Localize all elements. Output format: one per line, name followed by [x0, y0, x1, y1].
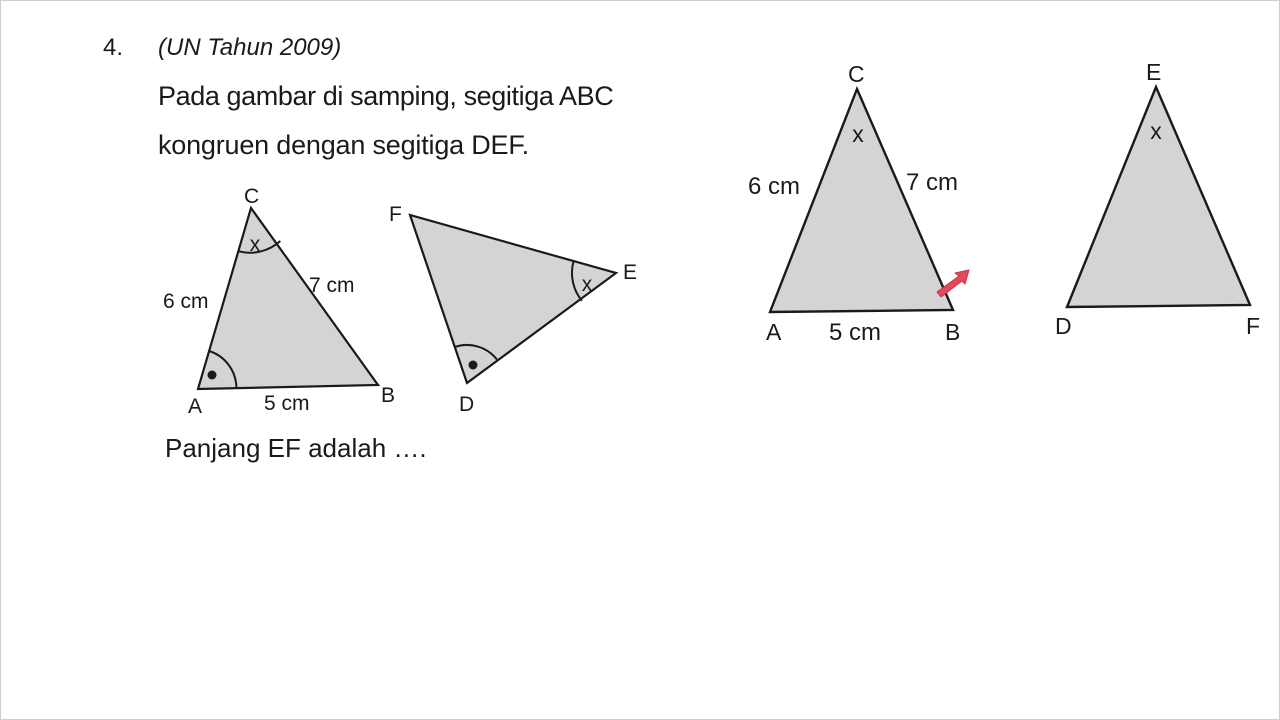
large-angle-c-label: x [852, 121, 864, 147]
question-text-line-1: Pada gambar di samping, segitiga ABC [158, 81, 614, 111]
large-vertex-e: E [1146, 59, 1162, 85]
large-angle-e-label: x [1150, 118, 1162, 144]
large-vertex-b: B [945, 319, 961, 345]
question-text-line-2: kongruen dengan segitiga DEF. [158, 130, 529, 160]
large-vertex-f: F [1246, 313, 1261, 339]
small-vertex-c: C [244, 185, 260, 208]
large-side-ab-label: 5 cm [829, 319, 882, 346]
large-triangle-abc [748, 61, 969, 346]
large-vertex-c: C [848, 61, 865, 87]
question-source: (UN Tahun 2009) [158, 34, 342, 61]
small-triangle-def [389, 203, 637, 416]
small-side-bc-label: 7 cm [309, 274, 355, 297]
small-angle-c-label: x [249, 233, 261, 256]
small-vertex-d: D [459, 393, 475, 416]
small-vertex-b: B [381, 384, 396, 407]
large-vertex-d: D [1055, 313, 1072, 339]
small-vertex-a: A [188, 395, 203, 418]
small-angle-e-label: x [581, 273, 593, 296]
small-vertex-e: E [623, 261, 638, 284]
large-vertex-a: A [766, 319, 782, 345]
small-side-ab-label: 5 cm [264, 392, 310, 415]
small-side-ac-label: 6 cm [163, 290, 209, 313]
large-side-ac-label: 6 cm [748, 173, 801, 200]
small-triangle-def-shape [410, 215, 616, 383]
large-side-bc-label: 7 cm [906, 169, 959, 196]
small-angle-a-dot [208, 371, 217, 380]
question-ask: Panjang EF adalah …. [165, 433, 427, 463]
small-vertex-f: F [389, 203, 402, 226]
large-triangle-def [1055, 59, 1260, 339]
small-triangle-abc [163, 185, 395, 418]
question-number: 4. [103, 34, 124, 61]
small-angle-d-dot [469, 361, 478, 370]
